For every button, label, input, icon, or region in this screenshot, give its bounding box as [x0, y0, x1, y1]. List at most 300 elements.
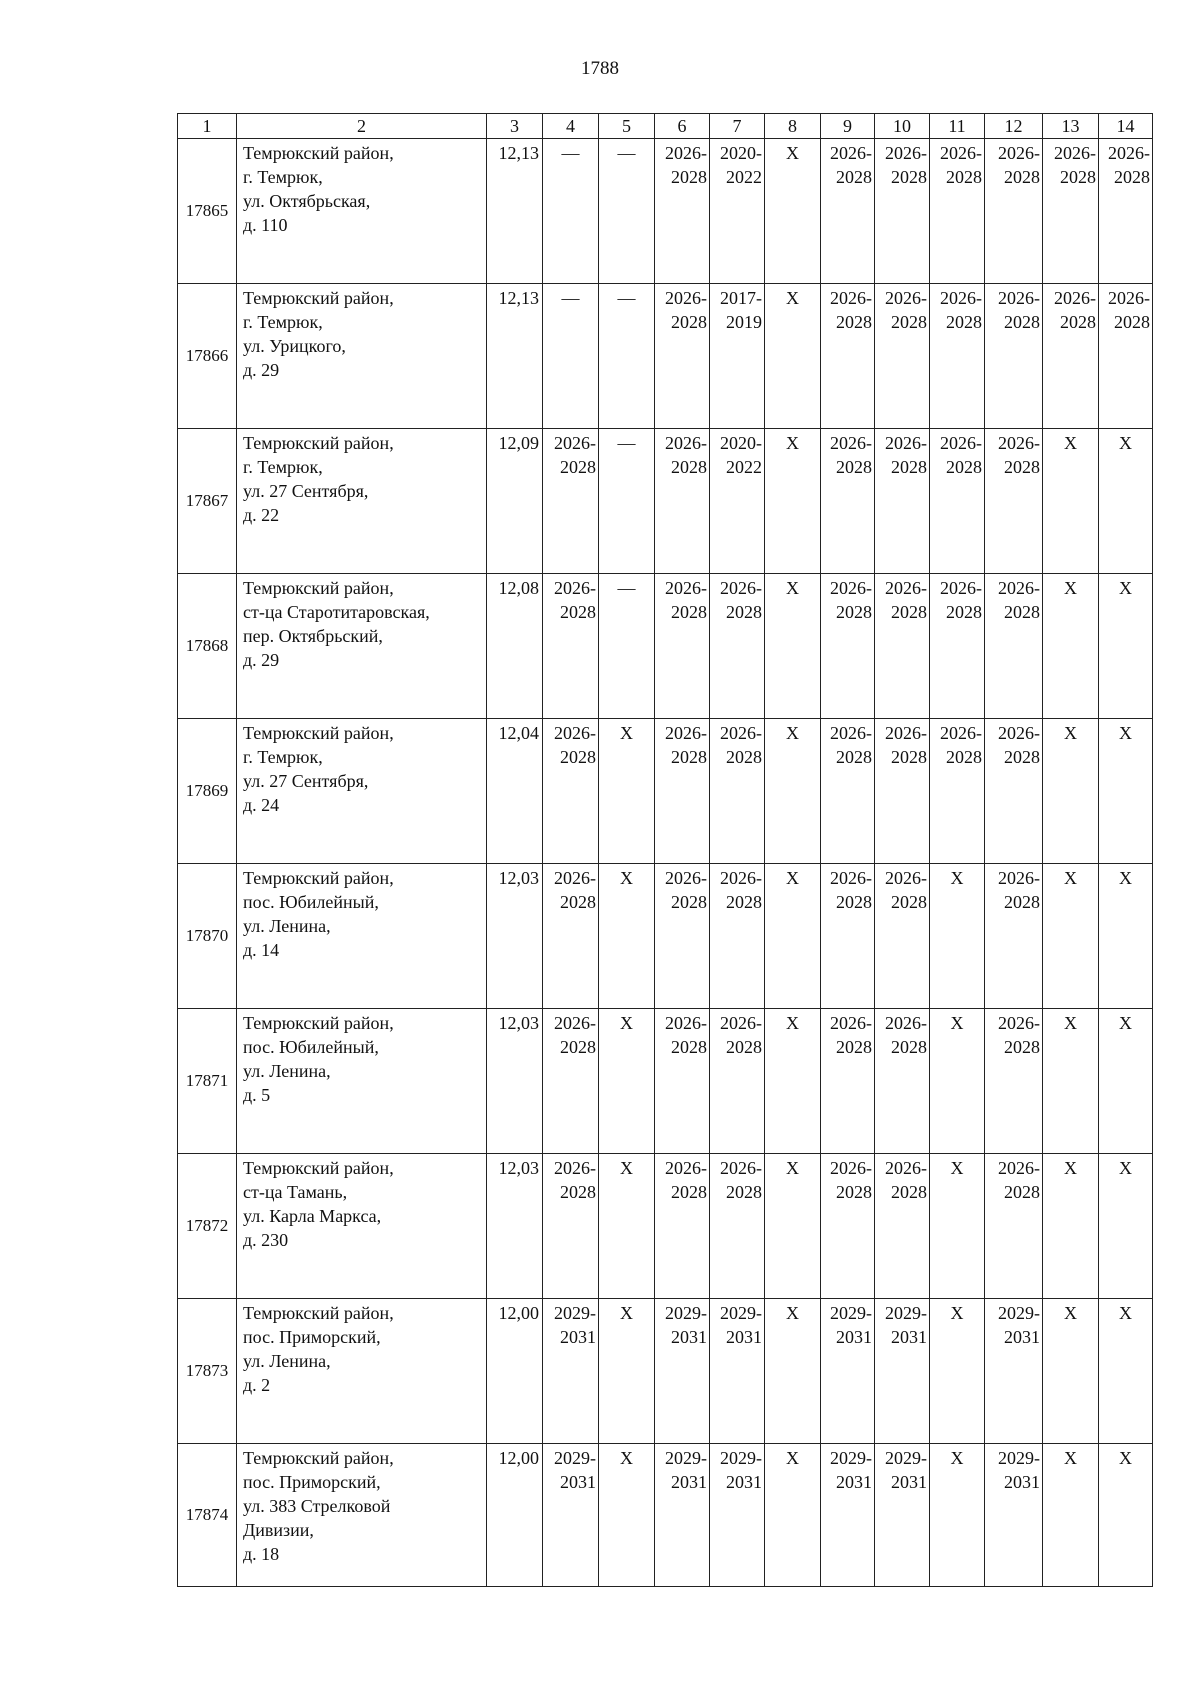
- period-part: 2031: [891, 1327, 927, 1347]
- period-cell: [710, 719, 765, 864]
- period-part: 2031: [726, 1327, 762, 1347]
- row-number: 17874: [178, 1444, 237, 1587]
- period-part: 2026-: [720, 578, 762, 598]
- period-part: 2028: [1114, 312, 1150, 332]
- period-cell: [821, 1009, 875, 1154]
- period-part: 2031: [671, 1327, 707, 1347]
- address-line: д. 14: [243, 940, 280, 960]
- period-cell: [821, 429, 875, 574]
- period-part: 2026-: [554, 578, 596, 598]
- period-cell: [985, 1299, 1043, 1444]
- period-part: 2026-: [885, 433, 927, 453]
- address-line: ул. 27 Сентября,: [243, 481, 369, 501]
- not-applicable-mark: X: [1043, 1299, 1099, 1444]
- not-applicable-mark: X: [930, 1444, 985, 1587]
- not-applicable-mark: X: [1043, 1009, 1099, 1154]
- period-part: 2020-: [720, 433, 762, 453]
- period-part: 2028: [1004, 1037, 1040, 1057]
- period-cell: [930, 429, 985, 574]
- address-cell: [237, 1154, 487, 1299]
- period-part: 2028: [1004, 457, 1040, 477]
- period-part: 2026-: [885, 578, 927, 598]
- period-part: 2026-: [998, 868, 1040, 888]
- period-part: 2026-: [830, 143, 872, 163]
- not-applicable-mark: X: [765, 139, 821, 284]
- period-part: 2028: [891, 602, 927, 622]
- value-cell: 12,03: [487, 1009, 543, 1154]
- period-cell: [1043, 139, 1099, 284]
- not-applicable-mark: X: [1043, 719, 1099, 864]
- period-part: 2029-: [720, 1448, 762, 1468]
- value-cell: 12,03: [487, 864, 543, 1009]
- period-part: 2026-: [940, 288, 982, 308]
- period-part: 2026-: [885, 288, 927, 308]
- period-part: 2026-: [720, 1013, 762, 1033]
- address-line: д. 24: [243, 795, 280, 815]
- address-cell: [237, 429, 487, 574]
- table-row: [178, 574, 1153, 719]
- address-line: г. Темрюк,: [243, 457, 323, 477]
- period-part: 2028: [891, 1037, 927, 1057]
- period-cell: [543, 1009, 599, 1154]
- period-cell: [710, 1009, 765, 1154]
- not-applicable-mark: X: [765, 1299, 821, 1444]
- address-line: ст-ца Тамань,: [243, 1182, 348, 1202]
- not-applicable-mark: X: [930, 864, 985, 1009]
- not-applicable-mark: X: [930, 1299, 985, 1444]
- period-cell: [821, 574, 875, 719]
- period-cell: [1099, 139, 1153, 284]
- not-applicable-mark: X: [599, 719, 655, 864]
- table-row: [178, 429, 1153, 574]
- period-part: 2028: [671, 457, 707, 477]
- value-cell: 12,03: [487, 1154, 543, 1299]
- period-part: 2026-: [998, 288, 1040, 308]
- period-part: 2028: [836, 457, 872, 477]
- period-part: 2031: [836, 1327, 872, 1347]
- not-applicable-mark: X: [765, 1444, 821, 1587]
- period-part: 2026-: [830, 1158, 872, 1178]
- period-part: 2026-: [940, 143, 982, 163]
- period-cell: [985, 864, 1043, 1009]
- period-part: 2026-: [554, 868, 596, 888]
- period-part: 2028: [1114, 167, 1150, 187]
- value-cell: 12,00: [487, 1444, 543, 1587]
- period-part: 2026-: [720, 868, 762, 888]
- value-cell: 12,09: [487, 429, 543, 574]
- row-number: 17869: [178, 719, 237, 864]
- period-part: 2026-: [665, 143, 707, 163]
- period-part: 2026-: [554, 723, 596, 743]
- address-cell: [237, 864, 487, 1009]
- period-part: 2026-: [665, 868, 707, 888]
- not-applicable-mark: X: [765, 719, 821, 864]
- address-line: ул. Ленина,: [243, 1351, 331, 1371]
- period-cell: [930, 139, 985, 284]
- period-cell: [875, 719, 930, 864]
- not-applicable-mark: X: [1043, 1154, 1099, 1299]
- period-part: 2026-: [998, 1158, 1040, 1178]
- period-cell: [985, 574, 1043, 719]
- period-part: 2029-: [665, 1303, 707, 1323]
- period-part: 2026-: [665, 578, 707, 598]
- address-line: Дивизии,: [243, 1520, 314, 1540]
- table-row: [178, 1444, 1153, 1587]
- address-line: пос. Юбилейный,: [243, 1037, 379, 1057]
- period-part: 2029-: [885, 1448, 927, 1468]
- address-line: д. 29: [243, 360, 280, 380]
- address-cell: [237, 284, 487, 429]
- period-part: 2026-: [998, 143, 1040, 163]
- period-part: 2026-: [665, 1013, 707, 1033]
- period-part: 2028: [671, 1182, 707, 1202]
- period-part: 2028: [891, 1182, 927, 1202]
- period-cell: [875, 574, 930, 719]
- row-number: 17873: [178, 1299, 237, 1444]
- period-cell: [655, 1009, 710, 1154]
- address-line: пос. Приморский,: [243, 1472, 381, 1492]
- period-part: 2026-: [554, 433, 596, 453]
- address-line: д. 2: [243, 1375, 271, 1395]
- period-cell: [655, 284, 710, 429]
- period-part: 2017-: [720, 288, 762, 308]
- period-part: 2026-: [665, 288, 707, 308]
- period-part: 2031: [560, 1472, 596, 1492]
- period-part: 2031: [726, 1472, 762, 1492]
- address-line: д. 18: [243, 1544, 280, 1564]
- table-header: [178, 114, 1153, 139]
- period-part: 2026-: [830, 1013, 872, 1033]
- period-part: 2028: [946, 602, 982, 622]
- not-applicable-mark: X: [599, 1299, 655, 1444]
- table-row: [178, 1299, 1153, 1444]
- period-cell: [655, 1299, 710, 1444]
- address-line: ул. Октябрьская,: [243, 191, 371, 211]
- period-part: 2026-: [830, 868, 872, 888]
- period-part: 2028: [891, 167, 927, 187]
- period-cell: [655, 429, 710, 574]
- period-part: 2031: [891, 1472, 927, 1492]
- period-cell: [985, 1444, 1043, 1587]
- period-cell: [930, 574, 985, 719]
- period-cell: [543, 719, 599, 864]
- period-part: 2031: [1004, 1472, 1040, 1492]
- period-part: 2029-: [554, 1303, 596, 1323]
- period-part: 2028: [836, 312, 872, 332]
- not-applicable-mark: X: [599, 1154, 655, 1299]
- period-part: 2019: [726, 312, 762, 332]
- period-part: 2028: [836, 747, 872, 767]
- period-part: 2026-: [665, 433, 707, 453]
- address-line: Темрюкский район,: [243, 1013, 394, 1033]
- period-part: 2029-: [998, 1448, 1040, 1468]
- period-cell: [710, 574, 765, 719]
- address-line: пос. Юбилейный,: [243, 892, 379, 912]
- period-part: 2028: [1004, 892, 1040, 912]
- period-part: 2031: [836, 1472, 872, 1492]
- period-part: 2031: [560, 1327, 596, 1347]
- not-applicable-mark: X: [1099, 1299, 1153, 1444]
- not-applicable-mark: X: [765, 429, 821, 574]
- column-header-7: 7: [710, 114, 765, 139]
- value-cell: 12,13: [487, 284, 543, 429]
- period-part: 2028: [560, 1037, 596, 1057]
- period-cell: [875, 429, 930, 574]
- not-applicable-mark: X: [1099, 429, 1153, 574]
- address-line: д. 110: [243, 215, 288, 235]
- period-part: 2026-: [720, 723, 762, 743]
- period-part: 2028: [671, 892, 707, 912]
- period-part: 2026-: [940, 578, 982, 598]
- period-part: 2028: [946, 457, 982, 477]
- period-part: 2026-: [940, 723, 982, 743]
- period-cell: [821, 719, 875, 864]
- column-header-4: 4: [543, 114, 599, 139]
- column-header-1: 1: [178, 114, 237, 139]
- period-part: 2028: [891, 457, 927, 477]
- register-table: [177, 113, 1153, 1587]
- period-part: 2028: [946, 167, 982, 187]
- period-part: 2026-: [830, 723, 872, 743]
- address-line: ул. Карла Маркса,: [243, 1206, 382, 1226]
- period-cell: [543, 574, 599, 719]
- period-cell: [710, 1154, 765, 1299]
- period-part: 2028: [671, 167, 707, 187]
- address-cell: [237, 139, 487, 284]
- not-applicable-mark: X: [1099, 1154, 1153, 1299]
- period-part: 2028: [946, 312, 982, 332]
- row-number: 17865: [178, 139, 237, 284]
- address-cell: [237, 719, 487, 864]
- period-part: 2028: [560, 602, 596, 622]
- period-part: 2029-: [554, 1448, 596, 1468]
- period-part: 2026-: [885, 1013, 927, 1033]
- period-part: 2028: [671, 602, 707, 622]
- period-cell: [821, 1154, 875, 1299]
- address-cell: [237, 1009, 487, 1154]
- address-line: д. 22: [243, 505, 280, 525]
- value-cell: 12,04: [487, 719, 543, 864]
- row-number: 17866: [178, 284, 237, 429]
- period-part: 2028: [1004, 167, 1040, 187]
- period-part: 2026-: [998, 723, 1040, 743]
- dash-mark: —: [599, 574, 655, 719]
- row-number: 17867: [178, 429, 237, 574]
- table-row: [178, 1154, 1153, 1299]
- period-part: 2028: [671, 1037, 707, 1057]
- address-cell: [237, 1299, 487, 1444]
- period-part: 2028: [891, 312, 927, 332]
- period-part: 2028: [1060, 167, 1096, 187]
- column-header-2: 2: [237, 114, 487, 139]
- address-line: д. 5: [243, 1085, 271, 1105]
- period-cell: [710, 284, 765, 429]
- not-applicable-mark: X: [1043, 429, 1099, 574]
- period-part: 2029-: [665, 1448, 707, 1468]
- period-cell: [875, 139, 930, 284]
- address-line: ул. 27 Сентября,: [243, 771, 369, 791]
- address-line: Темрюкский район,: [243, 868, 394, 888]
- period-part: 2026-: [885, 1158, 927, 1178]
- not-applicable-mark: X: [1099, 1444, 1153, 1587]
- dash-mark: —: [543, 139, 599, 284]
- not-applicable-mark: X: [1099, 1009, 1153, 1154]
- column-header-11: 11: [930, 114, 985, 139]
- address-line: Темрюкский район,: [243, 1303, 394, 1323]
- dash-mark: —: [599, 284, 655, 429]
- address-line: г. Темрюк,: [243, 312, 323, 332]
- dash-mark: —: [543, 284, 599, 429]
- period-cell: [655, 1154, 710, 1299]
- period-part: 2026-: [1108, 288, 1150, 308]
- address-line: ст-ца Старотитаровская,: [243, 602, 430, 622]
- not-applicable-mark: X: [1043, 574, 1099, 719]
- period-cell: [710, 1299, 765, 1444]
- period-part: 2026-: [830, 578, 872, 598]
- period-cell: [985, 1009, 1043, 1154]
- address-line: Темрюкский район,: [243, 578, 394, 598]
- period-part: 2028: [726, 892, 762, 912]
- not-applicable-mark: X: [765, 574, 821, 719]
- table-row: [178, 1009, 1153, 1154]
- table-row: [178, 284, 1153, 429]
- header-row: [178, 114, 1153, 139]
- table-row: [178, 864, 1153, 1009]
- period-cell: [543, 429, 599, 574]
- period-cell: [543, 1299, 599, 1444]
- period-part: 2026-: [554, 1158, 596, 1178]
- period-part: 2028: [946, 747, 982, 767]
- not-applicable-mark: X: [930, 1154, 985, 1299]
- period-cell: [985, 719, 1043, 864]
- address-line: Темрюкский район,: [243, 143, 394, 163]
- period-part: 2026-: [1054, 143, 1096, 163]
- period-part: 2028: [1004, 747, 1040, 767]
- address-line: Темрюкский район,: [243, 1448, 394, 1468]
- not-applicable-mark: X: [1099, 574, 1153, 719]
- column-header-13: 13: [1043, 114, 1099, 139]
- not-applicable-mark: X: [765, 1154, 821, 1299]
- period-cell: [543, 1154, 599, 1299]
- period-cell: [985, 1154, 1043, 1299]
- period-part: 2029-: [830, 1448, 872, 1468]
- period-part: 2026-: [830, 288, 872, 308]
- row-number: 17871: [178, 1009, 237, 1154]
- column-header-12: 12: [985, 114, 1043, 139]
- period-part: 2028: [560, 457, 596, 477]
- period-cell: [543, 1444, 599, 1587]
- address-line: ул. Ленина,: [243, 916, 331, 936]
- period-part: 2026-: [554, 1013, 596, 1033]
- not-applicable-mark: X: [599, 1009, 655, 1154]
- period-part: 2028: [891, 892, 927, 912]
- period-part: 2028: [726, 1037, 762, 1057]
- period-part: 2020-: [720, 143, 762, 163]
- address-line: д. 230: [243, 1230, 289, 1250]
- address-line: Темрюкский район,: [243, 723, 394, 743]
- period-part: 2028: [560, 747, 596, 767]
- address-line: д. 29: [243, 650, 280, 670]
- period-part: 2026-: [720, 1158, 762, 1178]
- address-line: ул. Урицкого,: [243, 336, 346, 356]
- period-part: 2026-: [1108, 143, 1150, 163]
- period-cell: [655, 1444, 710, 1587]
- period-part: 2026-: [1054, 288, 1096, 308]
- period-cell: [821, 1444, 875, 1587]
- not-applicable-mark: X: [930, 1009, 985, 1154]
- column-header-9: 9: [821, 114, 875, 139]
- period-cell: [710, 429, 765, 574]
- period-cell: [655, 574, 710, 719]
- row-number: 17868: [178, 574, 237, 719]
- period-part: 2026-: [885, 143, 927, 163]
- period-cell: [821, 284, 875, 429]
- period-cell: [875, 284, 930, 429]
- address-cell: [237, 1444, 487, 1587]
- period-part: 2026-: [830, 433, 872, 453]
- not-applicable-mark: X: [599, 864, 655, 1009]
- period-cell: [875, 1299, 930, 1444]
- value-cell: 12,00: [487, 1299, 543, 1444]
- period-part: 2022: [726, 457, 762, 477]
- period-part: 2029-: [830, 1303, 872, 1323]
- period-part: 2028: [726, 747, 762, 767]
- not-applicable-mark: X: [765, 284, 821, 429]
- period-part: 2028: [726, 602, 762, 622]
- period-cell: [543, 864, 599, 1009]
- period-part: 2026-: [885, 723, 927, 743]
- period-part: 2028: [1004, 602, 1040, 622]
- period-part: 2029-: [720, 1303, 762, 1323]
- address-cell: [237, 574, 487, 719]
- not-applicable-mark: X: [1099, 719, 1153, 864]
- table-row: [178, 719, 1153, 864]
- period-part: 2028: [671, 312, 707, 332]
- period-cell: [930, 719, 985, 864]
- value-cell: 12,08: [487, 574, 543, 719]
- address-line: г. Темрюк,: [243, 167, 323, 187]
- period-part: 2028: [836, 892, 872, 912]
- column-header-8: 8: [765, 114, 821, 139]
- row-number: 17872: [178, 1154, 237, 1299]
- row-number: 17870: [178, 864, 237, 1009]
- period-cell: [985, 284, 1043, 429]
- period-cell: [875, 1154, 930, 1299]
- not-applicable-mark: X: [599, 1444, 655, 1587]
- period-part: 2028: [671, 747, 707, 767]
- not-applicable-mark: X: [1043, 1444, 1099, 1587]
- period-part: 2028: [836, 1037, 872, 1057]
- period-part: 2022: [726, 167, 762, 187]
- address-line: пос. Приморский,: [243, 1327, 381, 1347]
- address-line: Темрюкский район,: [243, 288, 394, 308]
- period-cell: [655, 864, 710, 1009]
- period-cell: [875, 1009, 930, 1154]
- column-header-5: 5: [599, 114, 655, 139]
- period-part: 2028: [560, 892, 596, 912]
- period-part: 2028: [560, 1182, 596, 1202]
- column-header-6: 6: [655, 114, 710, 139]
- address-line: Темрюкский район,: [243, 1158, 394, 1178]
- period-part: 2031: [671, 1472, 707, 1492]
- not-applicable-mark: X: [765, 864, 821, 1009]
- period-cell: [821, 139, 875, 284]
- period-part: 2028: [836, 167, 872, 187]
- address-line: г. Темрюк,: [243, 747, 323, 767]
- period-part: 2028: [836, 602, 872, 622]
- value-cell: 12,13: [487, 139, 543, 284]
- period-cell: [1043, 284, 1099, 429]
